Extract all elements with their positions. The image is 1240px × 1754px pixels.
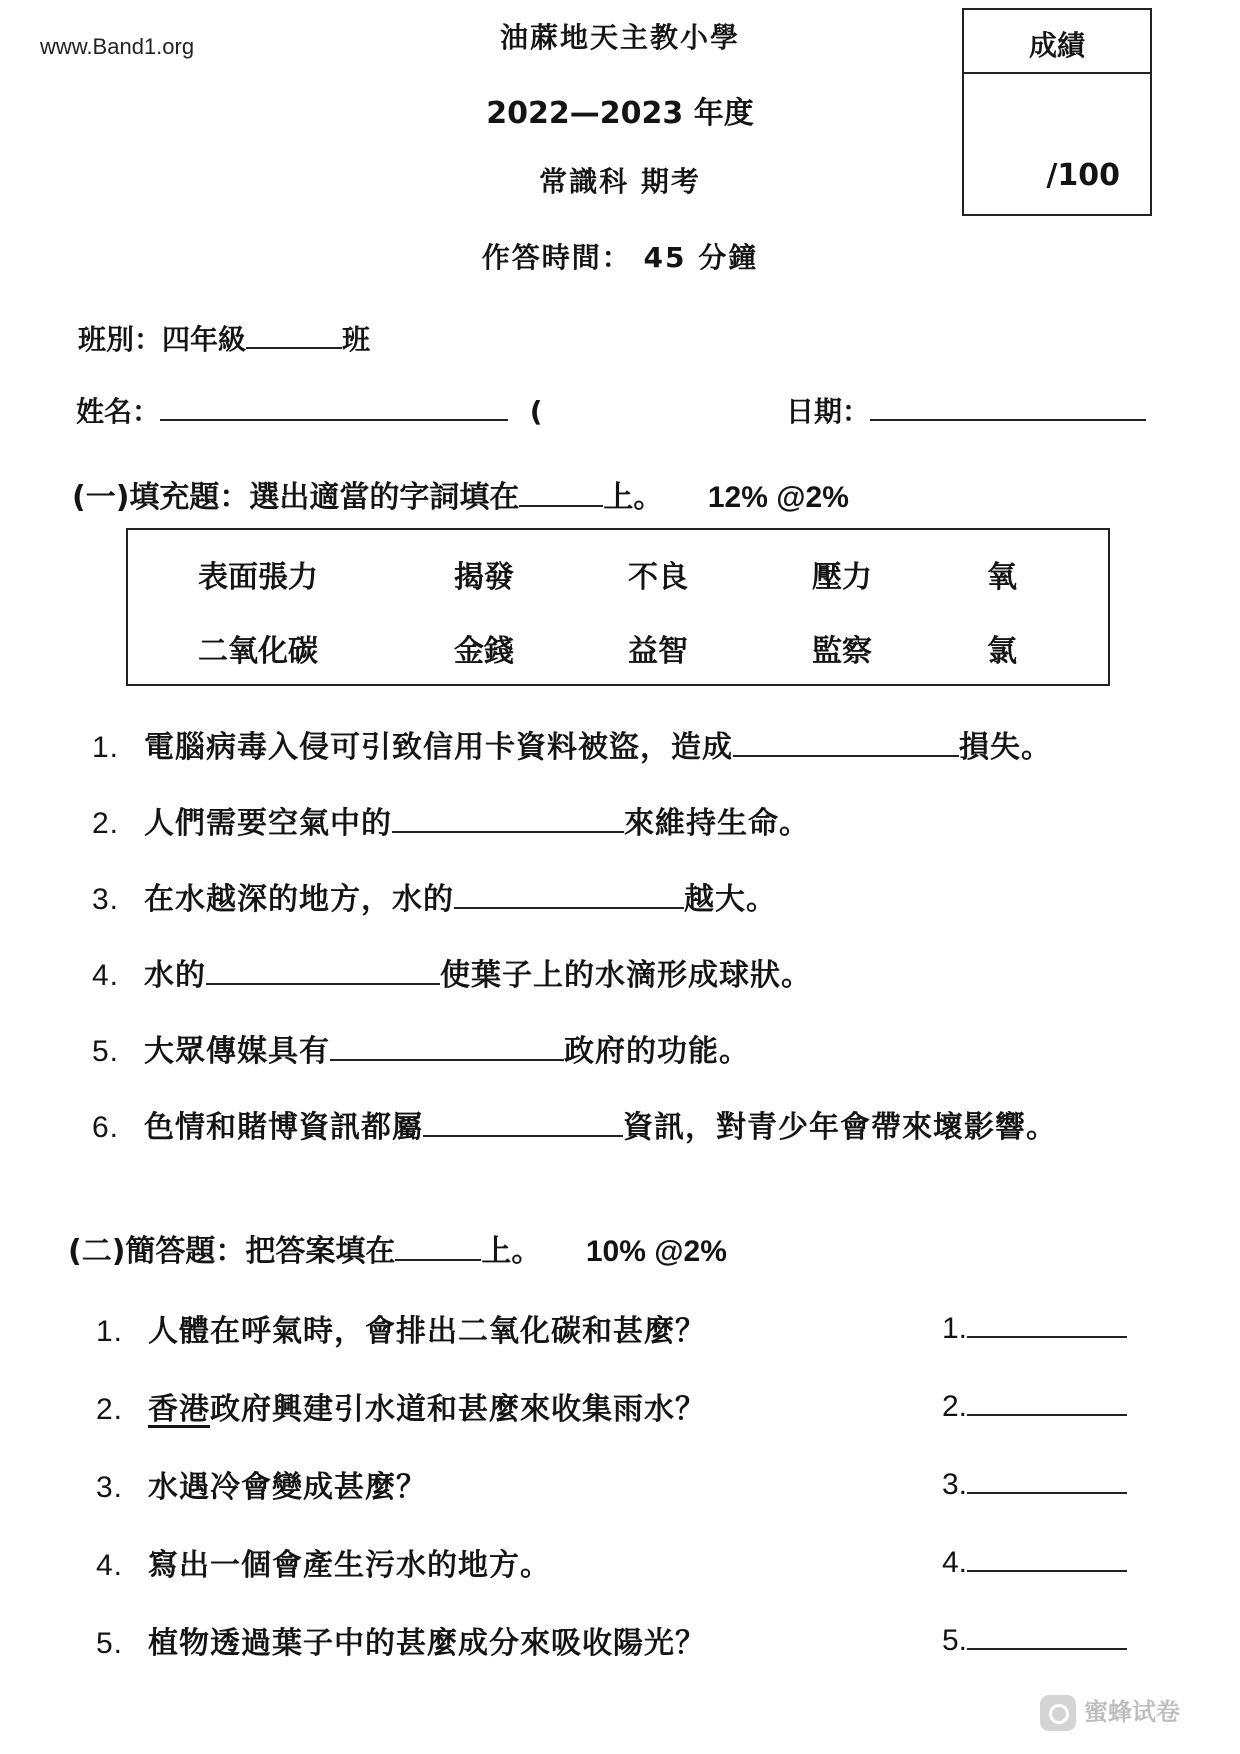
name-blank[interactable] xyxy=(160,391,508,421)
question-number: 1. xyxy=(96,1315,124,1348)
question-text: 色情和賭博資訊都屬 xyxy=(144,1110,423,1145)
question-number: 1. xyxy=(92,731,120,764)
word-bank-item: 表面張力 xyxy=(198,560,318,595)
answer-number: 1. xyxy=(942,1312,968,1345)
question-text-end: 使葉子上的水滴形成球狀。 xyxy=(440,958,812,993)
word-bank-item: 氧 xyxy=(987,560,1017,595)
class-suffix: 班 xyxy=(342,323,371,356)
answer-blank[interactable] xyxy=(206,955,440,985)
name-row xyxy=(76,390,543,430)
score-label: 成績 xyxy=(1028,29,1085,62)
fill-question-2 xyxy=(92,798,810,842)
answer-blank[interactable] xyxy=(392,803,624,833)
answer-number: 3. xyxy=(942,1468,968,1501)
question-number: 2. xyxy=(92,807,120,840)
question-text: 人體在呼氣時，會排出二氧化碳和甚麼？ xyxy=(148,1314,706,1349)
answer-number: 2. xyxy=(942,1390,968,1423)
answer-number: 4. xyxy=(942,1546,968,1579)
question-text: 人們需要空氣中的 xyxy=(144,806,392,841)
answer-line-5 xyxy=(942,1620,1127,1658)
question-text: 水遇冷會變成甚麼？ xyxy=(148,1470,427,1505)
short-question-3 xyxy=(96,1462,427,1506)
word-bank-item: 二氧化碳 xyxy=(198,634,318,669)
watermark-logo xyxy=(1040,1692,1180,1731)
question-text-end: 來維持生命。 xyxy=(624,806,810,841)
word-bank-item: 揭發 xyxy=(454,560,514,595)
word-bank-item: 氯 xyxy=(987,634,1017,669)
class-blank[interactable] xyxy=(246,319,342,349)
question-number: 6. xyxy=(92,1111,120,1144)
word-bank-item: 壓力 xyxy=(812,560,872,595)
bee-logo-icon xyxy=(1040,1695,1076,1731)
school-name: 油蔴地天主教小學 xyxy=(499,21,740,54)
question-number: 2. xyxy=(96,1393,124,1426)
fill-question-4 xyxy=(92,950,812,994)
word-bank-item: 金錢 xyxy=(454,634,514,669)
short-question-2 xyxy=(96,1384,706,1428)
short-question-5 xyxy=(96,1618,706,1662)
fill-question-1 xyxy=(92,722,1052,766)
class-number-paren: ( xyxy=(529,395,543,428)
answer-blank[interactable] xyxy=(423,1107,623,1137)
proper-noun-underlined: 香港 xyxy=(148,1392,210,1427)
answer-line-1 xyxy=(942,1308,1127,1346)
answer-blank[interactable] xyxy=(967,1464,1127,1494)
class-label: 班別：四年級 xyxy=(78,323,247,356)
question-text-end: 損失。 xyxy=(959,730,1052,765)
answer-blank[interactable] xyxy=(733,727,959,757)
section1-title-text: (一)填充題：選出適當的字詞填在 xyxy=(72,480,520,515)
section2-title-end: 上。 xyxy=(481,1234,542,1269)
question-text: 植物透過葉子中的甚麼成分來吸收陽光？ xyxy=(148,1626,706,1661)
word-bank-item: 不良 xyxy=(628,560,688,595)
answer-blank[interactable] xyxy=(967,1620,1127,1650)
date-row xyxy=(786,390,1146,430)
fill-question-5 xyxy=(92,1026,750,1070)
fill-question-3 xyxy=(92,874,777,918)
question-number: 4. xyxy=(96,1549,124,1582)
answer-line-4 xyxy=(942,1542,1127,1580)
site-url: www.Band1.org xyxy=(40,34,195,59)
word-bank-item: 益智 xyxy=(628,634,688,669)
question-text-end: 越大。 xyxy=(684,882,777,917)
word-bank xyxy=(126,528,1110,686)
section1-marks: 12% @2% xyxy=(707,481,849,514)
date-blank[interactable] xyxy=(870,391,1146,421)
date-label: 日期： xyxy=(786,395,871,428)
word-bank-item: 監察 xyxy=(812,634,872,669)
short-question-1 xyxy=(96,1306,706,1350)
class-row xyxy=(78,318,370,358)
answer-line-3 xyxy=(942,1464,1127,1502)
answer-blank[interactable] xyxy=(967,1308,1127,1338)
section1-title-blank xyxy=(519,477,603,507)
section1-title-end: 上。 xyxy=(603,480,664,515)
score-box xyxy=(962,8,1152,216)
name-label: 姓名： xyxy=(76,395,161,428)
academic-year: 2022—2023 年度 xyxy=(486,96,754,131)
answer-line-2 xyxy=(942,1386,1127,1424)
question-text: 電腦病毒入侵可引致信用卡資料被盜，造成 xyxy=(144,730,733,765)
answer-blank[interactable] xyxy=(454,879,684,909)
question-number: 4. xyxy=(92,959,120,992)
question-text-end: 資訊，對青少年會帶來壞影響。 xyxy=(623,1110,1057,1145)
section1-title xyxy=(72,472,849,516)
exam-duration: 作答時間： 45 分鐘 xyxy=(481,241,759,274)
score-total: /100 xyxy=(1046,158,1120,193)
question-number: 3. xyxy=(92,883,120,916)
short-question-4 xyxy=(96,1540,551,1584)
question-text: 水的 xyxy=(144,958,206,993)
section2-marks: 10% @2% xyxy=(585,1235,727,1268)
question-text: 政府興建引水道和甚麼來收集雨水？ xyxy=(210,1392,706,1427)
exam-subject: 常識科 期考 xyxy=(539,165,701,198)
answer-blank[interactable] xyxy=(967,1542,1127,1572)
answer-number: 5. xyxy=(942,1624,968,1657)
answer-blank[interactable] xyxy=(330,1031,564,1061)
question-number: 5. xyxy=(96,1627,124,1660)
section2-title-blank xyxy=(395,1231,481,1261)
question-text: 寫出一個會產生污水的地方。 xyxy=(148,1548,551,1583)
fill-question-6 xyxy=(92,1102,1057,1146)
question-number: 3. xyxy=(96,1471,124,1504)
answer-blank[interactable] xyxy=(967,1386,1127,1416)
watermark-text: 蜜蜂试卷 xyxy=(1084,1698,1180,1726)
score-divider xyxy=(964,72,1150,74)
question-text: 大眾傳媒具有 xyxy=(144,1034,330,1069)
section2-title xyxy=(68,1226,727,1270)
question-text-end: 政府的功能。 xyxy=(564,1034,750,1069)
question-text: 在水越深的地方，水的 xyxy=(144,882,454,917)
question-number: 5. xyxy=(92,1035,120,1068)
section2-title-text: (二)簡答題：把答案填在 xyxy=(68,1234,396,1269)
